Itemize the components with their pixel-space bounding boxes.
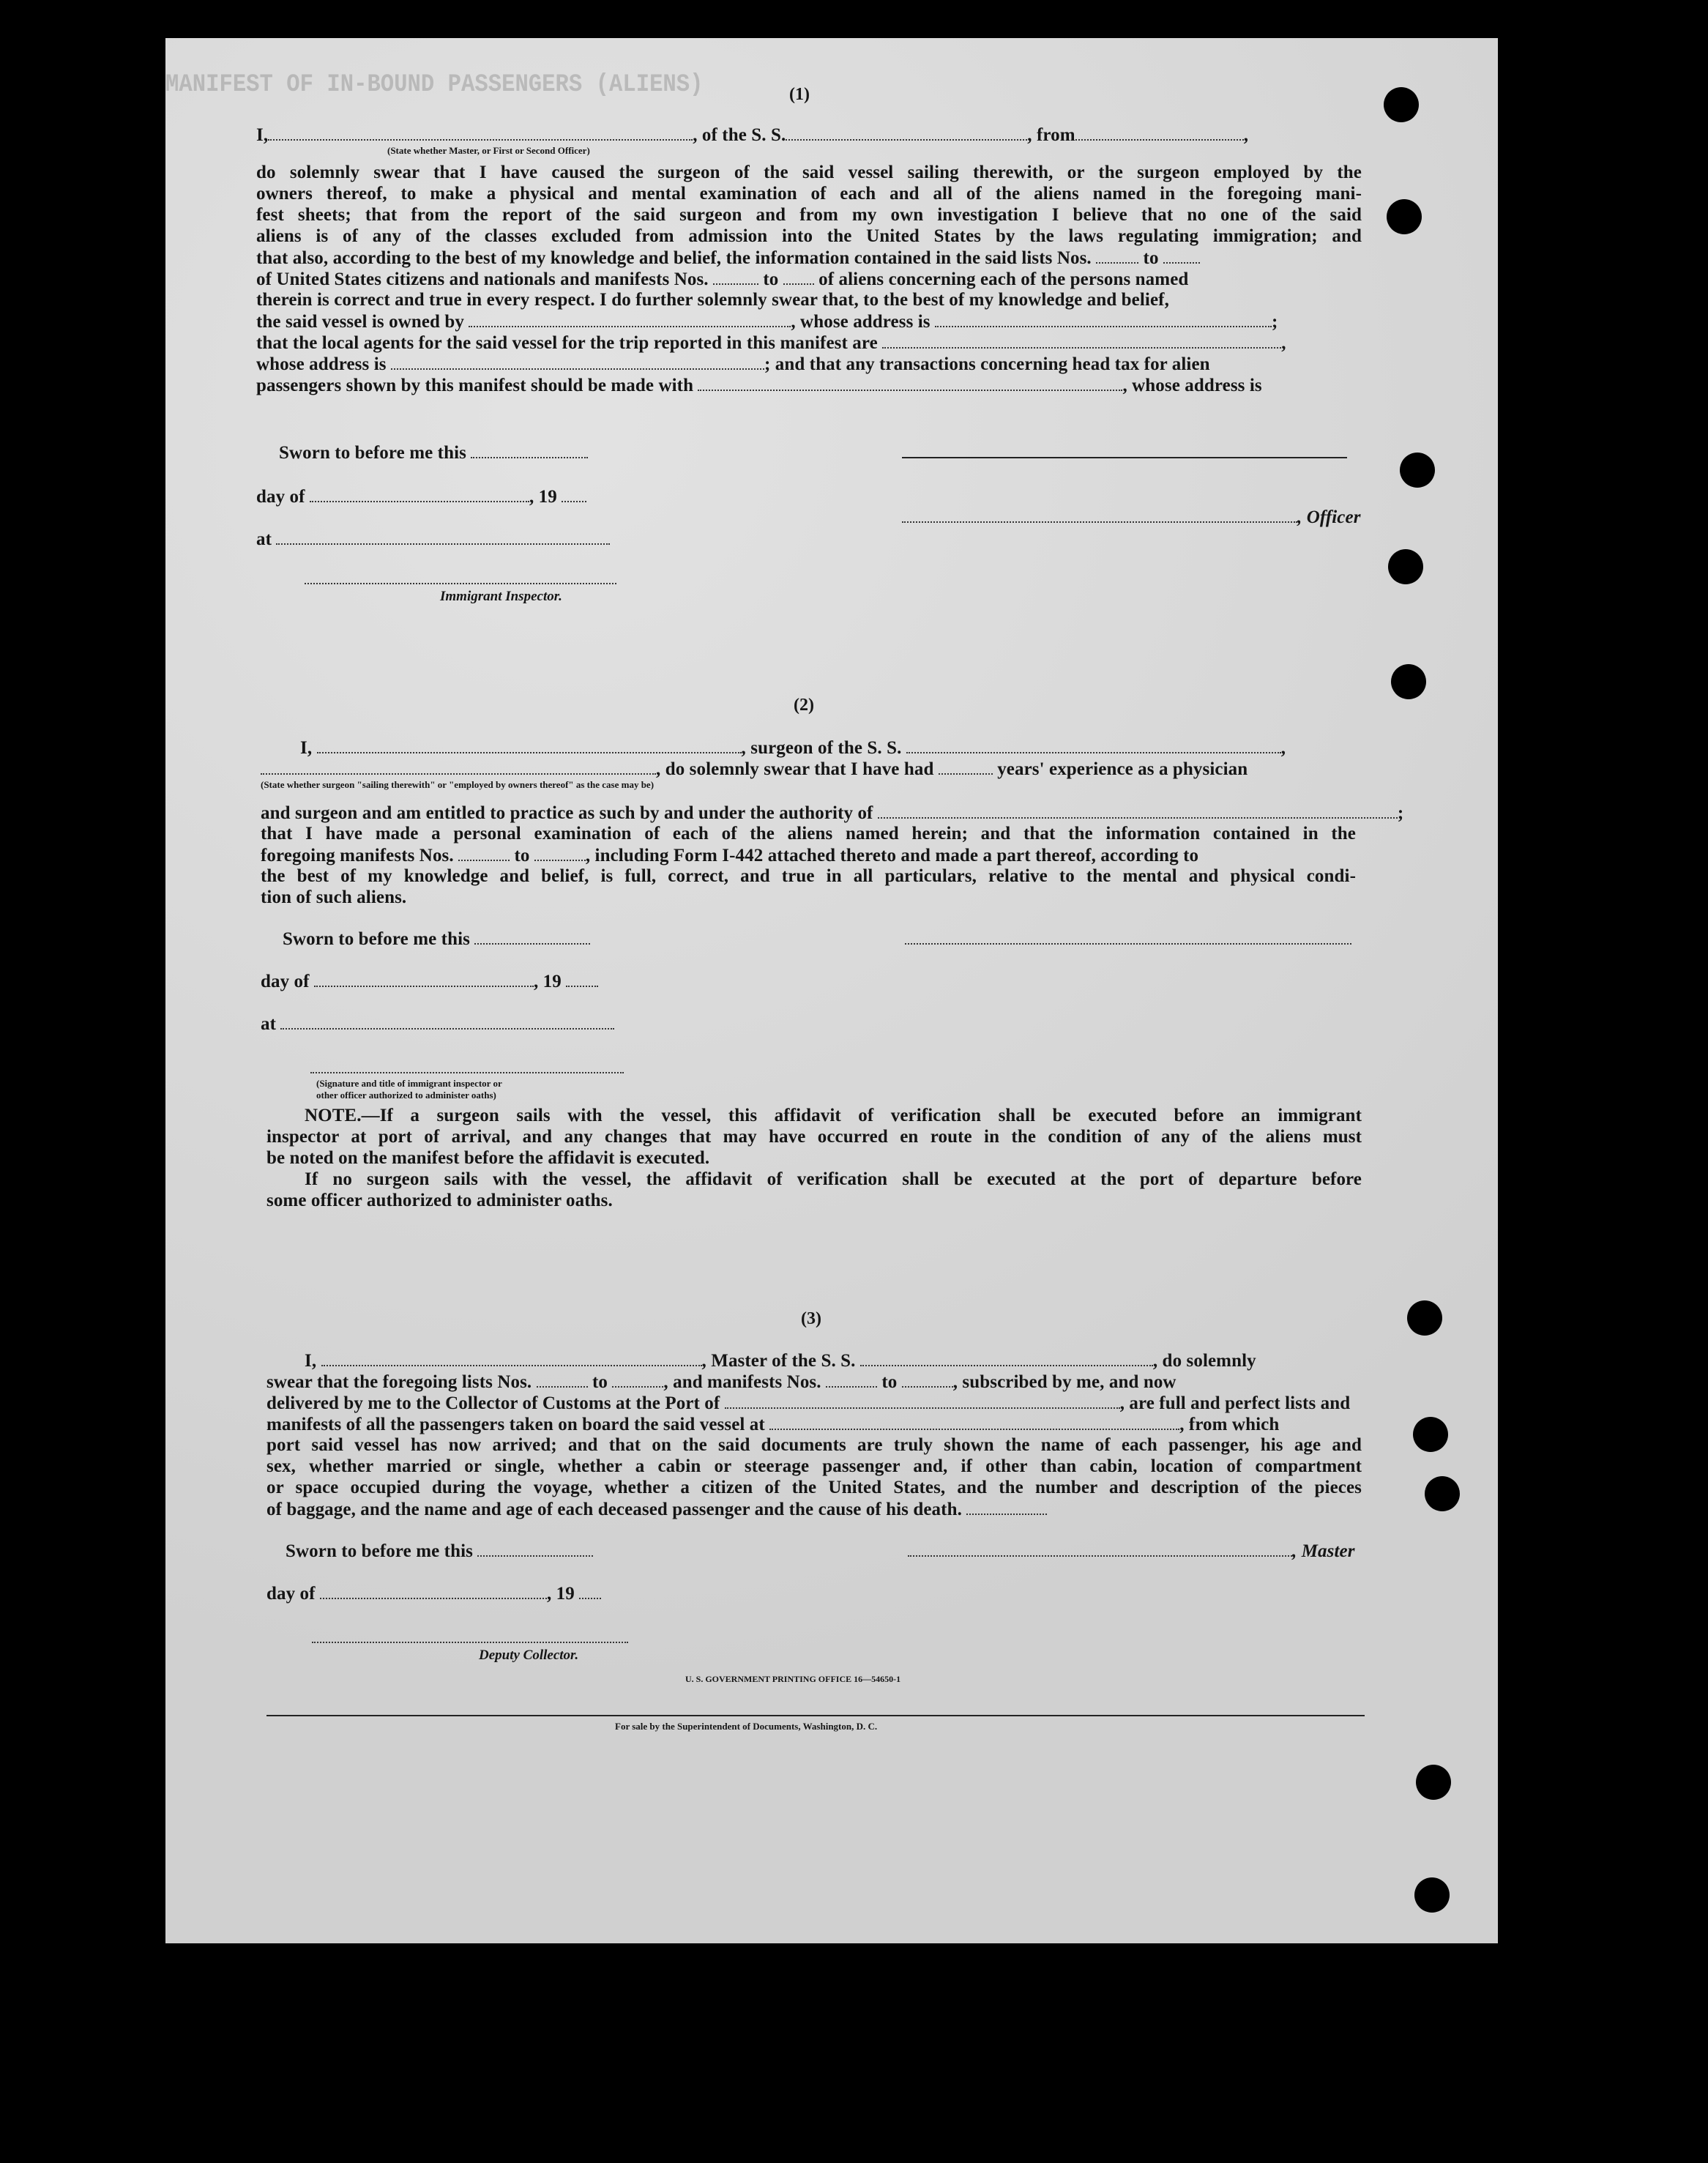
note-line-5: some officer authorized to administer oaths. (266, 1191, 613, 1210)
section-2-sworn: Sworn to before me this (283, 928, 590, 950)
section-1-officer-line: , Officer (902, 507, 1361, 528)
section-1-number: (1) (789, 85, 810, 104)
section-1-body-line-1: do solemnly swear that I have caused the surgeon of the said vessel sailing therewith, or the surgeon employed by the (256, 163, 1362, 182)
note-line-1: NOTE.—If a surgeon sails with the vessel, this affidavit of verification shall be executed before an immigrant (305, 1106, 1362, 1125)
footer-rule (266, 1715, 1365, 1716)
section-3-number: (3) (801, 1309, 821, 1328)
section-2-number: (2) (794, 696, 814, 715)
note-line-4: If no surgeon sails with the vessel, the affidavit of verification shall be executed at the port of departure before (305, 1169, 1362, 1189)
punch-hole (1407, 1300, 1442, 1336)
section-2-line-6: the best of my knowledge and belief, is full, correct, and true in all particulars, relative to the mental and physical condi- (261, 866, 1356, 886)
punch-hole (1400, 453, 1435, 488)
section-3-line-6: sex, whether married or single, whether a cabin or steerage passenger and, if other than cabin, location of compartment (266, 1456, 1362, 1476)
section-2-caption: (State whether surgeon "sailing therewith" or "employed by owners thereof" as the case may be) (261, 779, 655, 790)
note-line-3: be noted on the manifest before the affidavit is executed. (266, 1148, 710, 1168)
section-1-inspector-line (305, 583, 616, 584)
section-1-line-1: I, , of the S. S. , from , (256, 125, 1249, 145)
section-2-signature-line (905, 943, 1351, 945)
punch-hole (1387, 199, 1422, 234)
section-3-line-2: swear that the foregoing lists Nos. to , and manifests Nos. to , subscribed by me, and now (266, 1372, 1176, 1392)
section-1-line-9: that the local agents for the said vessel for the trip reported in this manifest are , (256, 333, 1286, 353)
section-1-line-6: of United States citizens and nationals and manifests Nos. to of aliens concerning each of the persons named (256, 269, 1189, 289)
punch-hole (1425, 1476, 1460, 1511)
section-3-line-1: I, , Master of the S. S. , do solemnly (305, 1351, 1256, 1371)
section-1-body-line-3: fest sheets; that from the report of the said surgeon and from my own investigation I believe that no one of the said (256, 205, 1362, 225)
section-3-line-5: port said vessel has now arrived; and that on the said documents are truly shown the name of each passenger, his age and (266, 1435, 1362, 1455)
section-1-inspector-caption: Immigrant Inspector. (440, 589, 562, 604)
section-3-line-3: delivered by me to the Collector of Customs at the Port of , are full and perfect lists and (266, 1393, 1351, 1413)
section-1-line-11: passengers shown by this manifest should be made with , whose address is (256, 376, 1262, 395)
printing-office: U. S. GOVERNMENT PRINTING OFFICE 16—54650-1 (685, 1674, 901, 1684)
punch-hole (1413, 1417, 1448, 1452)
punch-hole (1384, 87, 1419, 122)
section-1-day-of: day of , 19 (256, 486, 586, 507)
section-1-line-10: whose address is ; and that any transactions concerning head tax for alien (256, 354, 1210, 374)
section-2-line-1: I, , surgeon of the S. S. , (300, 738, 1286, 758)
section-2-sig-caption-1: (Signature and title of immigrant inspector or (316, 1078, 502, 1089)
section-1-line-8: the said vessel is owned by , whose address is ; (256, 312, 1278, 332)
section-1-signature-line (902, 457, 1347, 458)
section-3-master-line: , Master (908, 1541, 1355, 1562)
section-1-caption: (State whether Master, or First or Second Officer) (387, 145, 590, 156)
section-3-line-7: or space occupied during the voyage, whether a citizen of the United States, and the number and description of the pieces (266, 1478, 1362, 1497)
section-1-line-7: therein is correct and true in every respect. I do further solemnly swear that, to the best of my knowledge and belief, (256, 290, 1169, 310)
section-2-line-3: and surgeon and am entitled to practice as such by and under the authority of ; (261, 803, 1404, 823)
sale-notice: For sale by the Superintendent of Documents, Washington, D. C. (615, 1721, 878, 1732)
section-3-collector-caption: Deputy Collector. (479, 1648, 579, 1663)
punch-hole (1388, 549, 1423, 584)
punch-hole (1391, 664, 1426, 699)
section-2-line-5: foregoing manifests Nos. to , including Form I-442 attached thereto and made a part thereof, according to (261, 846, 1199, 865)
section-1-sworn: Sworn to before me this (279, 442, 588, 464)
section-3-sworn: Sworn to before me this (286, 1541, 593, 1562)
section-1-body (256, 163, 1362, 247)
section-1-body-line-2: owners thereof, to make a physical and mental examination of each and all of the aliens named in the foregoing mani- (256, 184, 1362, 204)
faded-header: MANIFEST OF IN-BOUND PASSENGERS (ALIENS) (165, 71, 704, 99)
section-2-line-7: tion of such aliens. (261, 887, 407, 907)
section-2-inspector-line (310, 1072, 624, 1073)
section-3-collector-line (312, 1642, 628, 1643)
section-2-sig-caption-2: other officer authorized to administer oaths) (316, 1090, 496, 1101)
section-1-line-5: that also, according to the best of my knowledge and belief, the information contained in the said lists Nos. to (256, 247, 1200, 269)
section-2-line-2: , do solemnly swear that I have had years' experience as a physician (261, 759, 1248, 780)
section-1-at: at (256, 529, 610, 550)
punch-hole (1416, 1765, 1451, 1800)
section-3-line-8: of baggage, and the name and age of each deceased passenger and the cause of his death. (266, 1499, 1047, 1520)
section-3-day-of: day of , 19 (266, 1583, 601, 1604)
section-1-body-line-4: aliens is of any of the classes excluded from admission into the United States by the laws regulating immigration; and (256, 226, 1362, 246)
form-sheet (165, 38, 1498, 1943)
section-3-line-4: manifests of all the passengers taken on board the said vessel at , from which (266, 1415, 1280, 1434)
section-2-line-4: that I have made a personal examination of each of the aliens named herein; and that the information contained in the (261, 824, 1356, 844)
punch-hole (1414, 1877, 1450, 1913)
section-2-at: at (261, 1013, 614, 1035)
section-2-day-of: day of , 19 (261, 971, 598, 992)
note-line-2: inspector at port of arrival, and any changes that may have occurred en route in the condition of any of the aliens must (266, 1127, 1362, 1147)
